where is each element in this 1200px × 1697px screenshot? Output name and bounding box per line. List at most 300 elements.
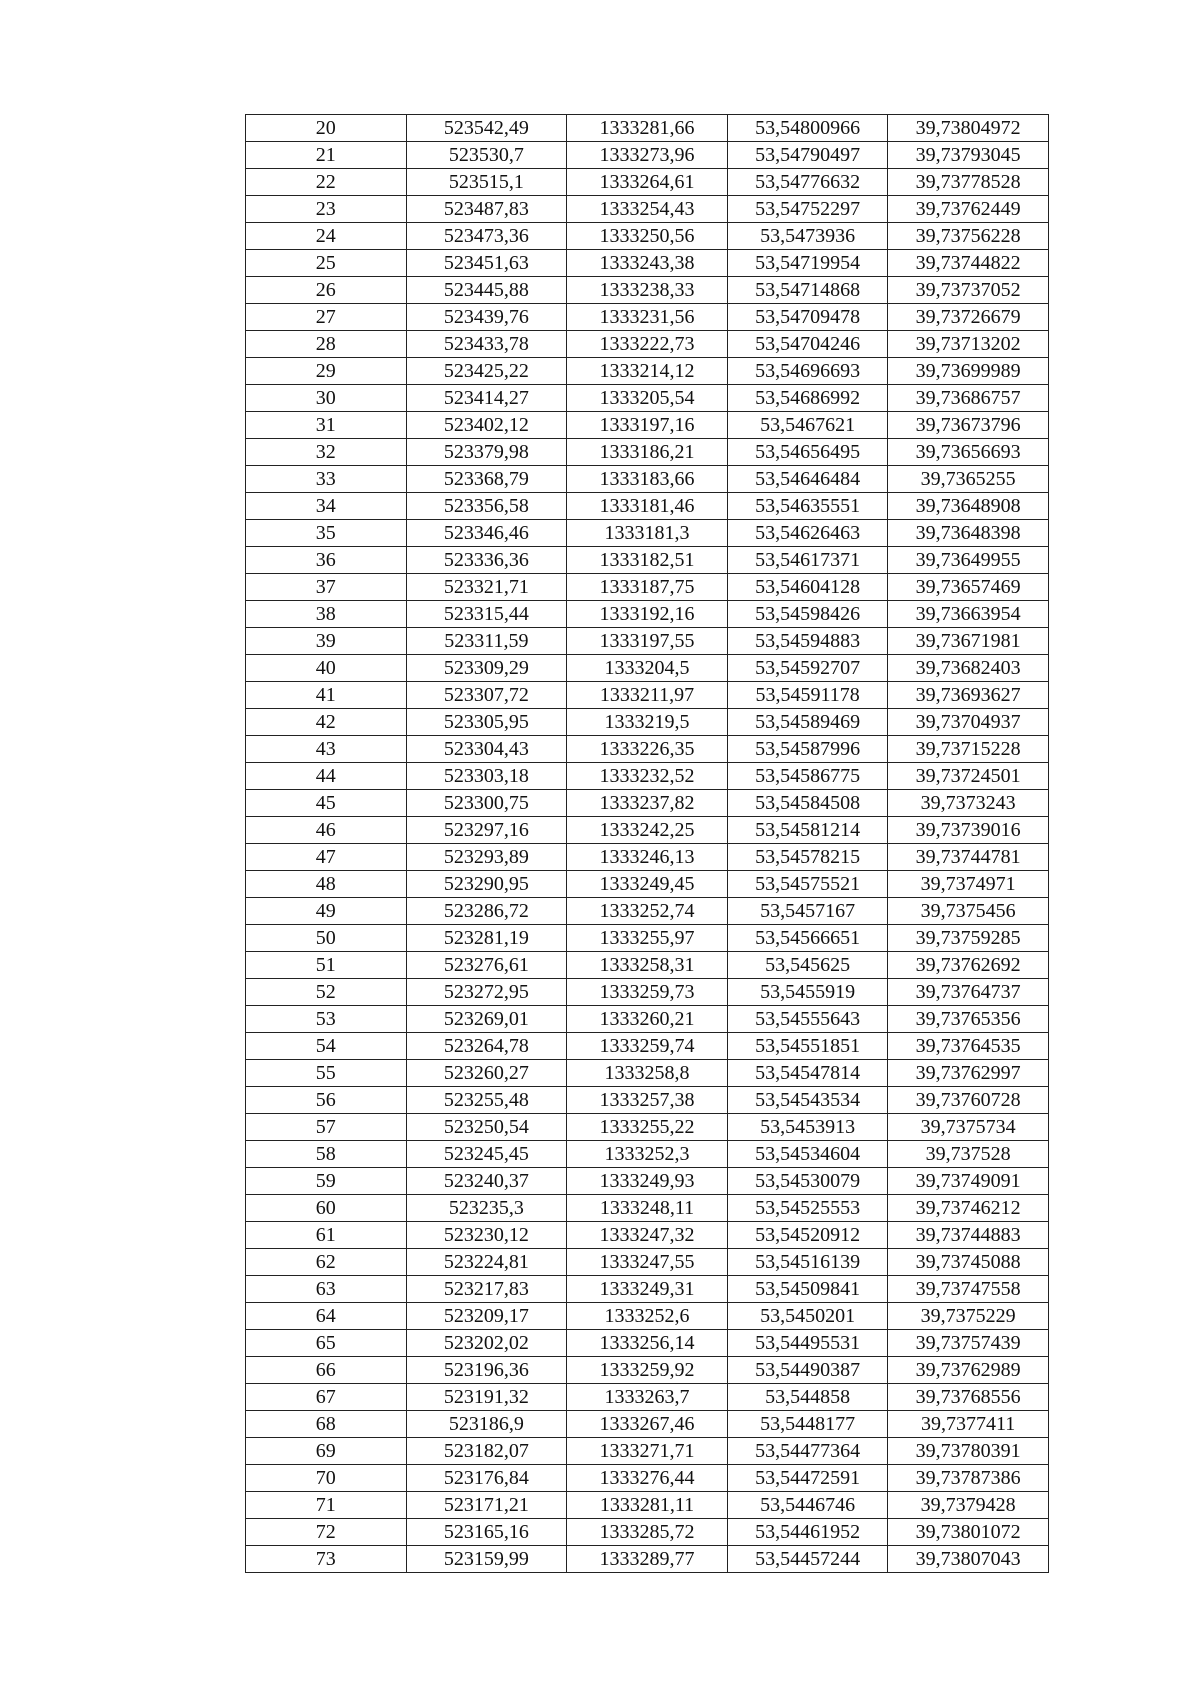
y-coordinate-cell: 1333259,73 [567,979,728,1006]
latitude-cell: 53,54490387 [727,1357,888,1384]
y-coordinate-cell: 1333204,5 [567,655,728,682]
point-number-cell: 22 [246,169,407,196]
table-row [246,1519,1049,1546]
x-coordinate-cell: 523171,21 [406,1492,567,1519]
table-row [246,169,1049,196]
point-number-cell: 43 [246,736,407,763]
point-number-cell: 47 [246,844,407,871]
longitude-cell: 39,73764535 [888,1033,1049,1060]
longitude-cell: 39,7375456 [888,898,1049,925]
point-number-cell: 23 [246,196,407,223]
point-number-cell: 28 [246,331,407,358]
latitude-cell: 53,54543534 [727,1087,888,1114]
latitude-cell: 53,54578215 [727,844,888,871]
table-row [246,1087,1049,1114]
latitude-cell: 53,544858 [727,1384,888,1411]
table-row [246,1168,1049,1195]
latitude-cell: 53,5455919 [727,979,888,1006]
longitude-cell: 39,73673796 [888,412,1049,439]
longitude-cell: 39,73737052 [888,277,1049,304]
table-row [246,709,1049,736]
latitude-cell: 53,54509841 [727,1276,888,1303]
y-coordinate-cell: 1333257,38 [567,1087,728,1114]
longitude-cell: 39,73649955 [888,547,1049,574]
longitude-cell: 39,73762997 [888,1060,1049,1087]
point-number-cell: 67 [246,1384,407,1411]
point-number-cell: 69 [246,1438,407,1465]
table-row [246,304,1049,331]
point-number-cell: 25 [246,250,407,277]
x-coordinate-cell: 523269,01 [406,1006,567,1033]
table-row [246,790,1049,817]
point-number-cell: 36 [246,547,407,574]
table-row [246,844,1049,871]
y-coordinate-cell: 1333232,52 [567,763,728,790]
x-coordinate-cell: 523255,48 [406,1087,567,1114]
point-number-cell: 54 [246,1033,407,1060]
longitude-cell: 39,73746212 [888,1195,1049,1222]
x-coordinate-cell: 523321,71 [406,574,567,601]
point-number-cell: 68 [246,1411,407,1438]
table-row [246,331,1049,358]
x-coordinate-cell: 523542,49 [406,115,567,142]
latitude-cell: 53,54457244 [727,1546,888,1573]
longitude-cell: 39,73747558 [888,1276,1049,1303]
point-number-cell: 20 [246,115,407,142]
x-coordinate-cell: 523245,45 [406,1141,567,1168]
longitude-cell: 39,73704937 [888,709,1049,736]
table-row [246,682,1049,709]
y-coordinate-cell: 1333192,16 [567,601,728,628]
table-row [246,1033,1049,1060]
x-coordinate-cell: 523356,58 [406,493,567,520]
latitude-cell: 53,54719954 [727,250,888,277]
x-coordinate-cell: 523303,18 [406,763,567,790]
table-row [246,196,1049,223]
coordinates-table-body [246,115,1049,1573]
x-coordinate-cell: 523515,1 [406,169,567,196]
longitude-cell: 39,73804972 [888,115,1049,142]
latitude-cell: 53,54626463 [727,520,888,547]
table-row [246,1249,1049,1276]
latitude-cell: 53,54575521 [727,871,888,898]
coordinates-table [245,114,1049,1573]
point-number-cell: 56 [246,1087,407,1114]
table-row [246,1141,1049,1168]
y-coordinate-cell: 1333186,21 [567,439,728,466]
point-number-cell: 60 [246,1195,407,1222]
point-number-cell: 42 [246,709,407,736]
x-coordinate-cell: 523451,63 [406,250,567,277]
x-coordinate-cell: 523414,27 [406,385,567,412]
x-coordinate-cell: 523264,78 [406,1033,567,1060]
y-coordinate-cell: 1333281,66 [567,115,728,142]
y-coordinate-cell: 1333197,55 [567,628,728,655]
latitude-cell: 53,54714868 [727,277,888,304]
point-number-cell: 65 [246,1330,407,1357]
latitude-cell: 53,54617371 [727,547,888,574]
x-coordinate-cell: 523300,75 [406,790,567,817]
longitude-cell: 39,73764737 [888,979,1049,1006]
latitude-cell: 53,54495531 [727,1330,888,1357]
x-coordinate-cell: 523217,83 [406,1276,567,1303]
table-row [246,1330,1049,1357]
longitude-cell: 39,73768556 [888,1384,1049,1411]
y-coordinate-cell: 1333285,72 [567,1519,728,1546]
longitude-cell: 39,73778528 [888,169,1049,196]
longitude-cell: 39,73793045 [888,142,1049,169]
table-row [246,385,1049,412]
table-row [246,952,1049,979]
y-coordinate-cell: 1333231,56 [567,304,728,331]
y-coordinate-cell: 1333181,46 [567,493,728,520]
point-number-cell: 51 [246,952,407,979]
latitude-cell: 53,54696693 [727,358,888,385]
table-row [246,736,1049,763]
table-row [246,1006,1049,1033]
latitude-cell: 53,54635551 [727,493,888,520]
x-coordinate-cell: 523196,36 [406,1357,567,1384]
longitude-cell: 39,73656693 [888,439,1049,466]
latitude-cell: 53,54547814 [727,1060,888,1087]
longitude-cell: 39,73671981 [888,628,1049,655]
latitude-cell: 53,54709478 [727,304,888,331]
y-coordinate-cell: 1333276,44 [567,1465,728,1492]
latitude-cell: 53,54752297 [727,196,888,223]
y-coordinate-cell: 1333250,56 [567,223,728,250]
table-row [246,1357,1049,1384]
longitude-cell: 39,7365255 [888,466,1049,493]
latitude-cell: 53,54604128 [727,574,888,601]
table-row [246,358,1049,385]
longitude-cell: 39,73801072 [888,1519,1049,1546]
y-coordinate-cell: 1333211,97 [567,682,728,709]
x-coordinate-cell: 523346,46 [406,520,567,547]
point-number-cell: 50 [246,925,407,952]
latitude-cell: 53,5450201 [727,1303,888,1330]
y-coordinate-cell: 1333183,66 [567,466,728,493]
longitude-cell: 39,73807043 [888,1546,1049,1573]
x-coordinate-cell: 523305,95 [406,709,567,736]
y-coordinate-cell: 1333281,11 [567,1492,728,1519]
latitude-cell: 53,5457167 [727,898,888,925]
table-row [246,655,1049,682]
y-coordinate-cell: 1333219,5 [567,709,728,736]
table-row [246,1465,1049,1492]
longitude-cell: 39,73648908 [888,493,1049,520]
point-number-cell: 63 [246,1276,407,1303]
x-coordinate-cell: 523311,59 [406,628,567,655]
x-coordinate-cell: 523182,07 [406,1438,567,1465]
x-coordinate-cell: 523281,19 [406,925,567,952]
longitude-cell: 39,7375734 [888,1114,1049,1141]
point-number-cell: 53 [246,1006,407,1033]
longitude-cell: 39,7377411 [888,1411,1049,1438]
y-coordinate-cell: 1333181,3 [567,520,728,547]
y-coordinate-cell: 1333237,82 [567,790,728,817]
y-coordinate-cell: 1333247,55 [567,1249,728,1276]
latitude-cell: 53,54477364 [727,1438,888,1465]
table-row [246,1492,1049,1519]
x-coordinate-cell: 523433,78 [406,331,567,358]
latitude-cell: 53,54587996 [727,736,888,763]
x-coordinate-cell: 523191,32 [406,1384,567,1411]
latitude-cell: 53,54581214 [727,817,888,844]
point-number-cell: 49 [246,898,407,925]
latitude-cell: 53,54520912 [727,1222,888,1249]
latitude-cell: 53,54516139 [727,1249,888,1276]
table-row [246,574,1049,601]
y-coordinate-cell: 1333273,96 [567,142,728,169]
point-number-cell: 61 [246,1222,407,1249]
y-coordinate-cell: 1333242,25 [567,817,728,844]
longitude-cell: 39,73693627 [888,682,1049,709]
point-number-cell: 27 [246,304,407,331]
latitude-cell: 53,5467621 [727,412,888,439]
latitude-cell: 53,54592707 [727,655,888,682]
y-coordinate-cell: 1333243,38 [567,250,728,277]
latitude-cell: 53,54551851 [727,1033,888,1060]
y-coordinate-cell: 1333289,77 [567,1546,728,1573]
point-number-cell: 64 [246,1303,407,1330]
point-number-cell: 34 [246,493,407,520]
point-number-cell: 37 [246,574,407,601]
table-row [246,115,1049,142]
longitude-cell: 39,73744781 [888,844,1049,871]
x-coordinate-cell: 523186,9 [406,1411,567,1438]
x-coordinate-cell: 523293,89 [406,844,567,871]
y-coordinate-cell: 1333256,14 [567,1330,728,1357]
point-number-cell: 52 [246,979,407,1006]
x-coordinate-cell: 523202,02 [406,1330,567,1357]
latitude-cell: 53,5453913 [727,1114,888,1141]
point-number-cell: 26 [246,277,407,304]
y-coordinate-cell: 1333247,32 [567,1222,728,1249]
table-row [246,763,1049,790]
table-row [246,142,1049,169]
table-row [246,817,1049,844]
x-coordinate-cell: 523230,12 [406,1222,567,1249]
table-row [246,439,1049,466]
y-coordinate-cell: 1333258,8 [567,1060,728,1087]
table-row [246,1411,1049,1438]
table-row [246,466,1049,493]
y-coordinate-cell: 1333258,31 [567,952,728,979]
latitude-cell: 53,54461952 [727,1519,888,1546]
x-coordinate-cell: 523402,12 [406,412,567,439]
y-coordinate-cell: 1333248,11 [567,1195,728,1222]
longitude-cell: 39,73762692 [888,952,1049,979]
point-number-cell: 71 [246,1492,407,1519]
x-coordinate-cell: 523159,99 [406,1546,567,1573]
point-number-cell: 31 [246,412,407,439]
table-row [246,1438,1049,1465]
y-coordinate-cell: 1333238,33 [567,277,728,304]
latitude-cell: 53,54525553 [727,1195,888,1222]
longitude-cell: 39,73760728 [888,1087,1049,1114]
table-row [246,979,1049,1006]
latitude-cell: 53,54589469 [727,709,888,736]
longitude-cell: 39,73757439 [888,1330,1049,1357]
table-row [246,871,1049,898]
point-number-cell: 55 [246,1060,407,1087]
table-row [246,898,1049,925]
point-number-cell: 46 [246,817,407,844]
x-coordinate-cell: 523286,72 [406,898,567,925]
y-coordinate-cell: 1333252,3 [567,1141,728,1168]
table-row [246,250,1049,277]
point-number-cell: 72 [246,1519,407,1546]
longitude-cell: 39,73744822 [888,250,1049,277]
latitude-cell: 53,54586775 [727,763,888,790]
x-coordinate-cell: 523297,16 [406,817,567,844]
y-coordinate-cell: 1333252,74 [567,898,728,925]
latitude-cell: 53,54646484 [727,466,888,493]
y-coordinate-cell: 1333255,97 [567,925,728,952]
latitude-cell: 53,54704246 [727,331,888,358]
longitude-cell: 39,73765356 [888,1006,1049,1033]
x-coordinate-cell: 523304,43 [406,736,567,763]
longitude-cell: 39,73699989 [888,358,1049,385]
x-coordinate-cell: 523240,37 [406,1168,567,1195]
latitude-cell: 53,54686992 [727,385,888,412]
table-row [246,1276,1049,1303]
table-row [246,1303,1049,1330]
point-number-cell: 32 [246,439,407,466]
point-number-cell: 39 [246,628,407,655]
y-coordinate-cell: 1333254,43 [567,196,728,223]
y-coordinate-cell: 1333252,6 [567,1303,728,1330]
point-number-cell: 35 [246,520,407,547]
y-coordinate-cell: 1333222,73 [567,331,728,358]
latitude-cell: 53,54656495 [727,439,888,466]
longitude-cell: 39,73787386 [888,1465,1049,1492]
point-number-cell: 29 [246,358,407,385]
table-row [246,1546,1049,1573]
longitude-cell: 39,73744883 [888,1222,1049,1249]
longitude-cell: 39,73739016 [888,817,1049,844]
table-row [246,1222,1049,1249]
latitude-cell: 53,54530079 [727,1168,888,1195]
y-coordinate-cell: 1333271,71 [567,1438,728,1465]
table-row [246,520,1049,547]
latitude-cell: 53,545625 [727,952,888,979]
x-coordinate-cell: 523439,76 [406,304,567,331]
point-number-cell: 70 [246,1465,407,1492]
x-coordinate-cell: 523276,61 [406,952,567,979]
latitude-cell: 53,54534604 [727,1141,888,1168]
y-coordinate-cell: 1333249,45 [567,871,728,898]
table-row [246,223,1049,250]
latitude-cell: 53,54776632 [727,169,888,196]
table-row [246,493,1049,520]
x-coordinate-cell: 523530,7 [406,142,567,169]
point-number-cell: 41 [246,682,407,709]
point-number-cell: 59 [246,1168,407,1195]
longitude-cell: 39,73762989 [888,1357,1049,1384]
latitude-cell: 53,54594883 [727,628,888,655]
y-coordinate-cell: 1333182,51 [567,547,728,574]
x-coordinate-cell: 523487,83 [406,196,567,223]
longitude-cell: 39,73648398 [888,520,1049,547]
point-number-cell: 21 [246,142,407,169]
point-number-cell: 45 [246,790,407,817]
latitude-cell: 53,54584508 [727,790,888,817]
x-coordinate-cell: 523290,95 [406,871,567,898]
point-number-cell: 30 [246,385,407,412]
longitude-cell: 39,73756228 [888,223,1049,250]
table-row [246,601,1049,628]
x-coordinate-cell: 523336,36 [406,547,567,574]
x-coordinate-cell: 523445,88 [406,277,567,304]
latitude-cell: 53,54800966 [727,115,888,142]
longitude-cell: 39,73762449 [888,196,1049,223]
table-row [246,925,1049,952]
table-row [246,1195,1049,1222]
latitude-cell: 53,54472591 [727,1465,888,1492]
y-coordinate-cell: 1333255,22 [567,1114,728,1141]
table-row [246,412,1049,439]
longitude-cell: 39,73749091 [888,1168,1049,1195]
y-coordinate-cell: 1333259,74 [567,1033,728,1060]
longitude-cell: 39,7374971 [888,871,1049,898]
x-coordinate-cell: 523165,16 [406,1519,567,1546]
longitude-cell: 39,73663954 [888,601,1049,628]
point-number-cell: 73 [246,1546,407,1573]
latitude-cell: 53,5448177 [727,1411,888,1438]
point-number-cell: 57 [246,1114,407,1141]
longitude-cell: 39,73686757 [888,385,1049,412]
point-number-cell: 33 [246,466,407,493]
longitude-cell: 39,73713202 [888,331,1049,358]
table-row [246,628,1049,655]
y-coordinate-cell: 1333263,7 [567,1384,728,1411]
longitude-cell: 39,73745088 [888,1249,1049,1276]
point-number-cell: 66 [246,1357,407,1384]
longitude-cell: 39,737528 [888,1141,1049,1168]
x-coordinate-cell: 523379,98 [406,439,567,466]
y-coordinate-cell: 1333267,46 [567,1411,728,1438]
x-coordinate-cell: 523315,44 [406,601,567,628]
x-coordinate-cell: 523307,72 [406,682,567,709]
x-coordinate-cell: 523209,17 [406,1303,567,1330]
point-number-cell: 38 [246,601,407,628]
point-number-cell: 48 [246,871,407,898]
longitude-cell: 39,7379428 [888,1492,1049,1519]
y-coordinate-cell: 1333249,31 [567,1276,728,1303]
table-row [246,1114,1049,1141]
x-coordinate-cell: 523250,54 [406,1114,567,1141]
longitude-cell: 39,73759285 [888,925,1049,952]
longitude-cell: 39,73724501 [888,763,1049,790]
table-row [246,547,1049,574]
point-number-cell: 44 [246,763,407,790]
x-coordinate-cell: 523260,27 [406,1060,567,1087]
longitude-cell: 39,73657469 [888,574,1049,601]
table-row [246,277,1049,304]
point-number-cell: 24 [246,223,407,250]
longitude-cell: 39,73682403 [888,655,1049,682]
x-coordinate-cell: 523176,84 [406,1465,567,1492]
latitude-cell: 53,54598426 [727,601,888,628]
y-coordinate-cell: 1333187,75 [567,574,728,601]
longitude-cell: 39,7373243 [888,790,1049,817]
longitude-cell: 39,7375229 [888,1303,1049,1330]
point-number-cell: 62 [246,1249,407,1276]
longitude-cell: 39,73780391 [888,1438,1049,1465]
y-coordinate-cell: 1333214,12 [567,358,728,385]
latitude-cell: 53,54591178 [727,682,888,709]
